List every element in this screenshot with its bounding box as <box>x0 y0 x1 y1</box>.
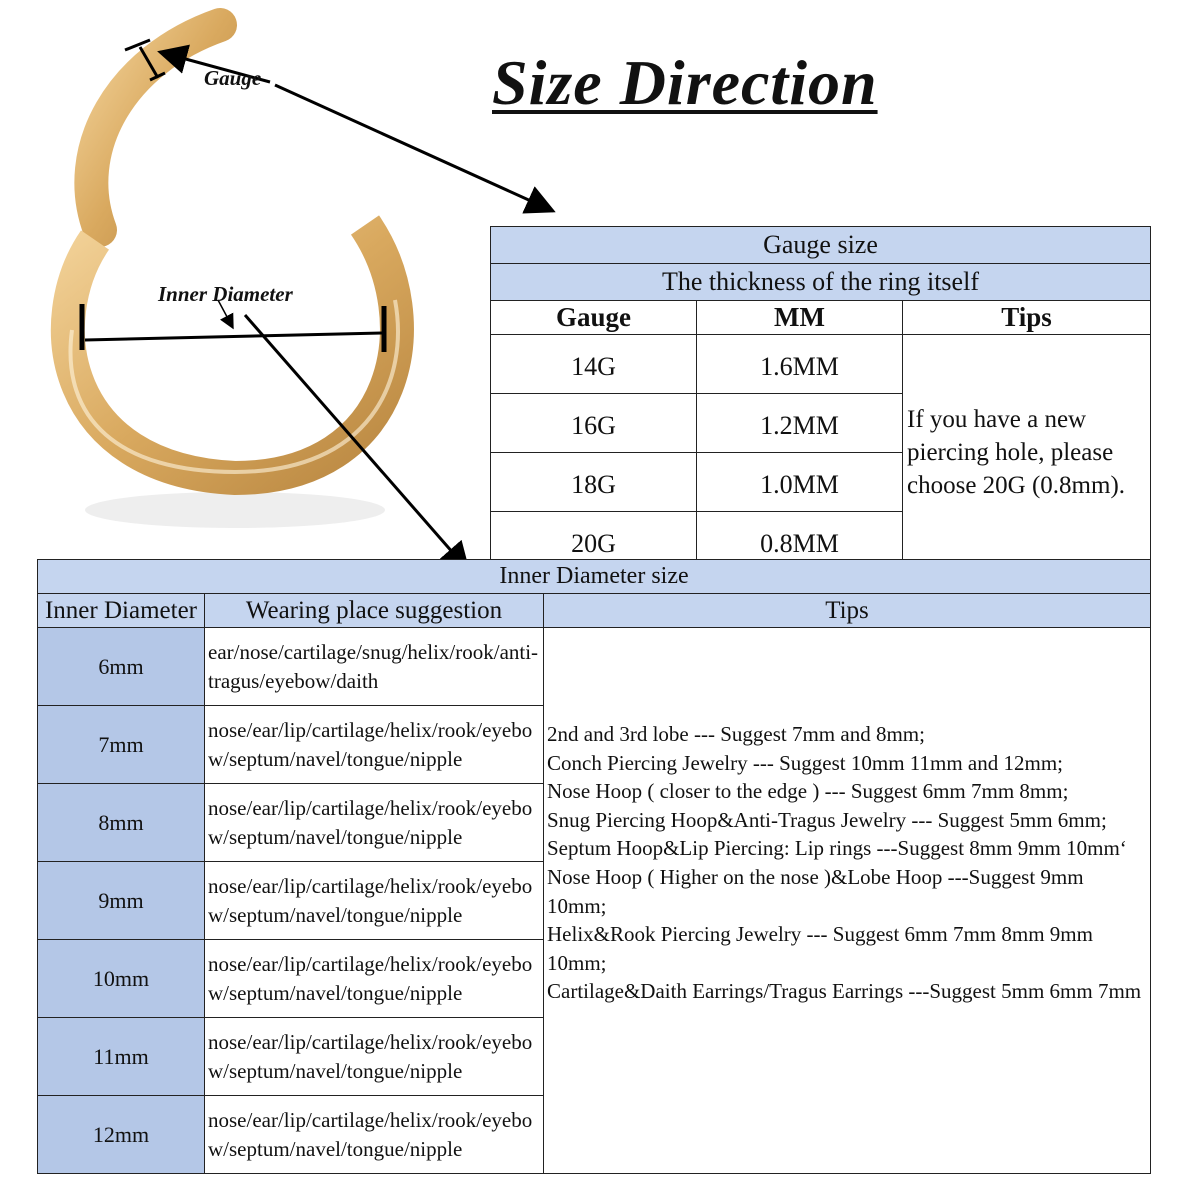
size-cell: 7mm <box>38 706 205 784</box>
inner-diameter-table <box>37 559 1151 1174</box>
ring-upper-arc-icon <box>91 25 220 230</box>
column-header-wearing-place: Wearing place suggestion <box>205 594 544 628</box>
size-cell: 8mm <box>38 784 205 862</box>
tip-line: Septum Hoop&Lip Piercing: Lip rings ---Suggest 8mm 9mm 10mm‘ <box>547 836 1127 861</box>
column-header-mm: MM <box>697 301 903 335</box>
gauge-cell: 18G <box>491 453 697 512</box>
gauge-table-subtitle: The thickness of the ring itself <box>491 264 1151 301</box>
size-cell: 12mm <box>38 1096 205 1174</box>
gauge-cell: 20G <box>491 512 697 571</box>
gauge-label: Gauge <box>204 66 262 90</box>
gauge-table-title: Gauge size <box>491 227 1151 264</box>
size-cell: 6mm <box>38 628 205 706</box>
column-header-tips: Tips <box>903 301 1151 335</box>
places-cell: nose/ear/lip/cartilage/helix/rook/eyebow/septum/navel/tongue/nipple <box>205 706 544 784</box>
tip-line: Snug Piercing Hoop&Anti-Tragus Jewelry --- Suggest 5mm 6mm; <box>547 807 1107 832</box>
ring-shadow <box>85 492 385 528</box>
size-cell: 11mm <box>38 1018 205 1096</box>
places-cell: nose/ear/lip/cartilage/helix/rook/eyebow/septum/navel/tongue/nipple <box>205 862 544 940</box>
tip-line: Nose Hoop ( closer to the edge ) --- Suggest 6mm 7mm 8mm; <box>547 779 1069 804</box>
tip-line: Cartilage&Daith Earrings/Tragus Earrings ---Suggest 5mm 6mm 7mm <box>547 979 1142 1004</box>
page-title: Size Direction <box>492 47 878 118</box>
inner-tips <box>544 628 1151 1174</box>
inner-diameter-label: Inner Diameter <box>158 282 293 306</box>
mm-cell: 0.8MM <box>697 512 903 571</box>
table-row <box>38 628 1151 706</box>
mm-cell: 1.2MM <box>697 394 903 453</box>
gauge-size-table <box>490 226 1151 571</box>
places-cell: nose/ear/lip/cartilage/helix/rook/eyebow/septum/navel/tongue/nipple <box>205 940 544 1018</box>
tip-line: Helix&Rook Piercing Jewelry --- Suggest 6mm 7mm 8mm 9mm 10mm; <box>547 922 1093 975</box>
mm-cell: 1.0MM <box>697 453 903 512</box>
column-header-inner-diameter: Inner Diameter <box>38 594 205 628</box>
column-header-gauge: Gauge <box>491 301 697 335</box>
size-cell: 9mm <box>38 862 205 940</box>
gauge-cell: 14G <box>491 335 697 394</box>
places-cell: ear/nose/cartilage/snug/helix/rook/anti-tragus/eyebow/daith <box>205 628 544 706</box>
tip-line: Nose Hoop ( Higher on the nose )&Lobe Hoop ---Suggest 9mm 10mm; <box>547 864 1084 918</box>
gauge-cell: 16G <box>491 394 697 453</box>
mm-cell: 1.6MM <box>697 335 903 394</box>
tip-line: Conch Piercing Jewelry --- Suggest 10mm 11mm and 12mm; <box>547 750 1063 775</box>
tip-line: 2nd and 3rd lobe --- Suggest 7mm and 8mm; <box>547 722 925 746</box>
places-cell: nose/ear/lip/cartilage/helix/rook/eyebow/septum/navel/tongue/nipple <box>205 1018 544 1096</box>
places-cell: nose/ear/lip/cartilage/helix/rook/eyebow/septum/navel/tongue/nipple <box>205 1096 544 1174</box>
table-row <box>491 335 1151 394</box>
inner-table-title: Inner Diameter size <box>38 560 1151 594</box>
places-cell: nose/ear/lip/cartilage/helix/rook/eyebow/septum/navel/tongue/nipple <box>205 784 544 862</box>
gauge-tip: If you have a new piercing hole, please choose 20G (0.8mm). <box>903 335 1151 571</box>
column-header-tips: Tips <box>544 594 1151 628</box>
size-cell: 10mm <box>38 940 205 1018</box>
